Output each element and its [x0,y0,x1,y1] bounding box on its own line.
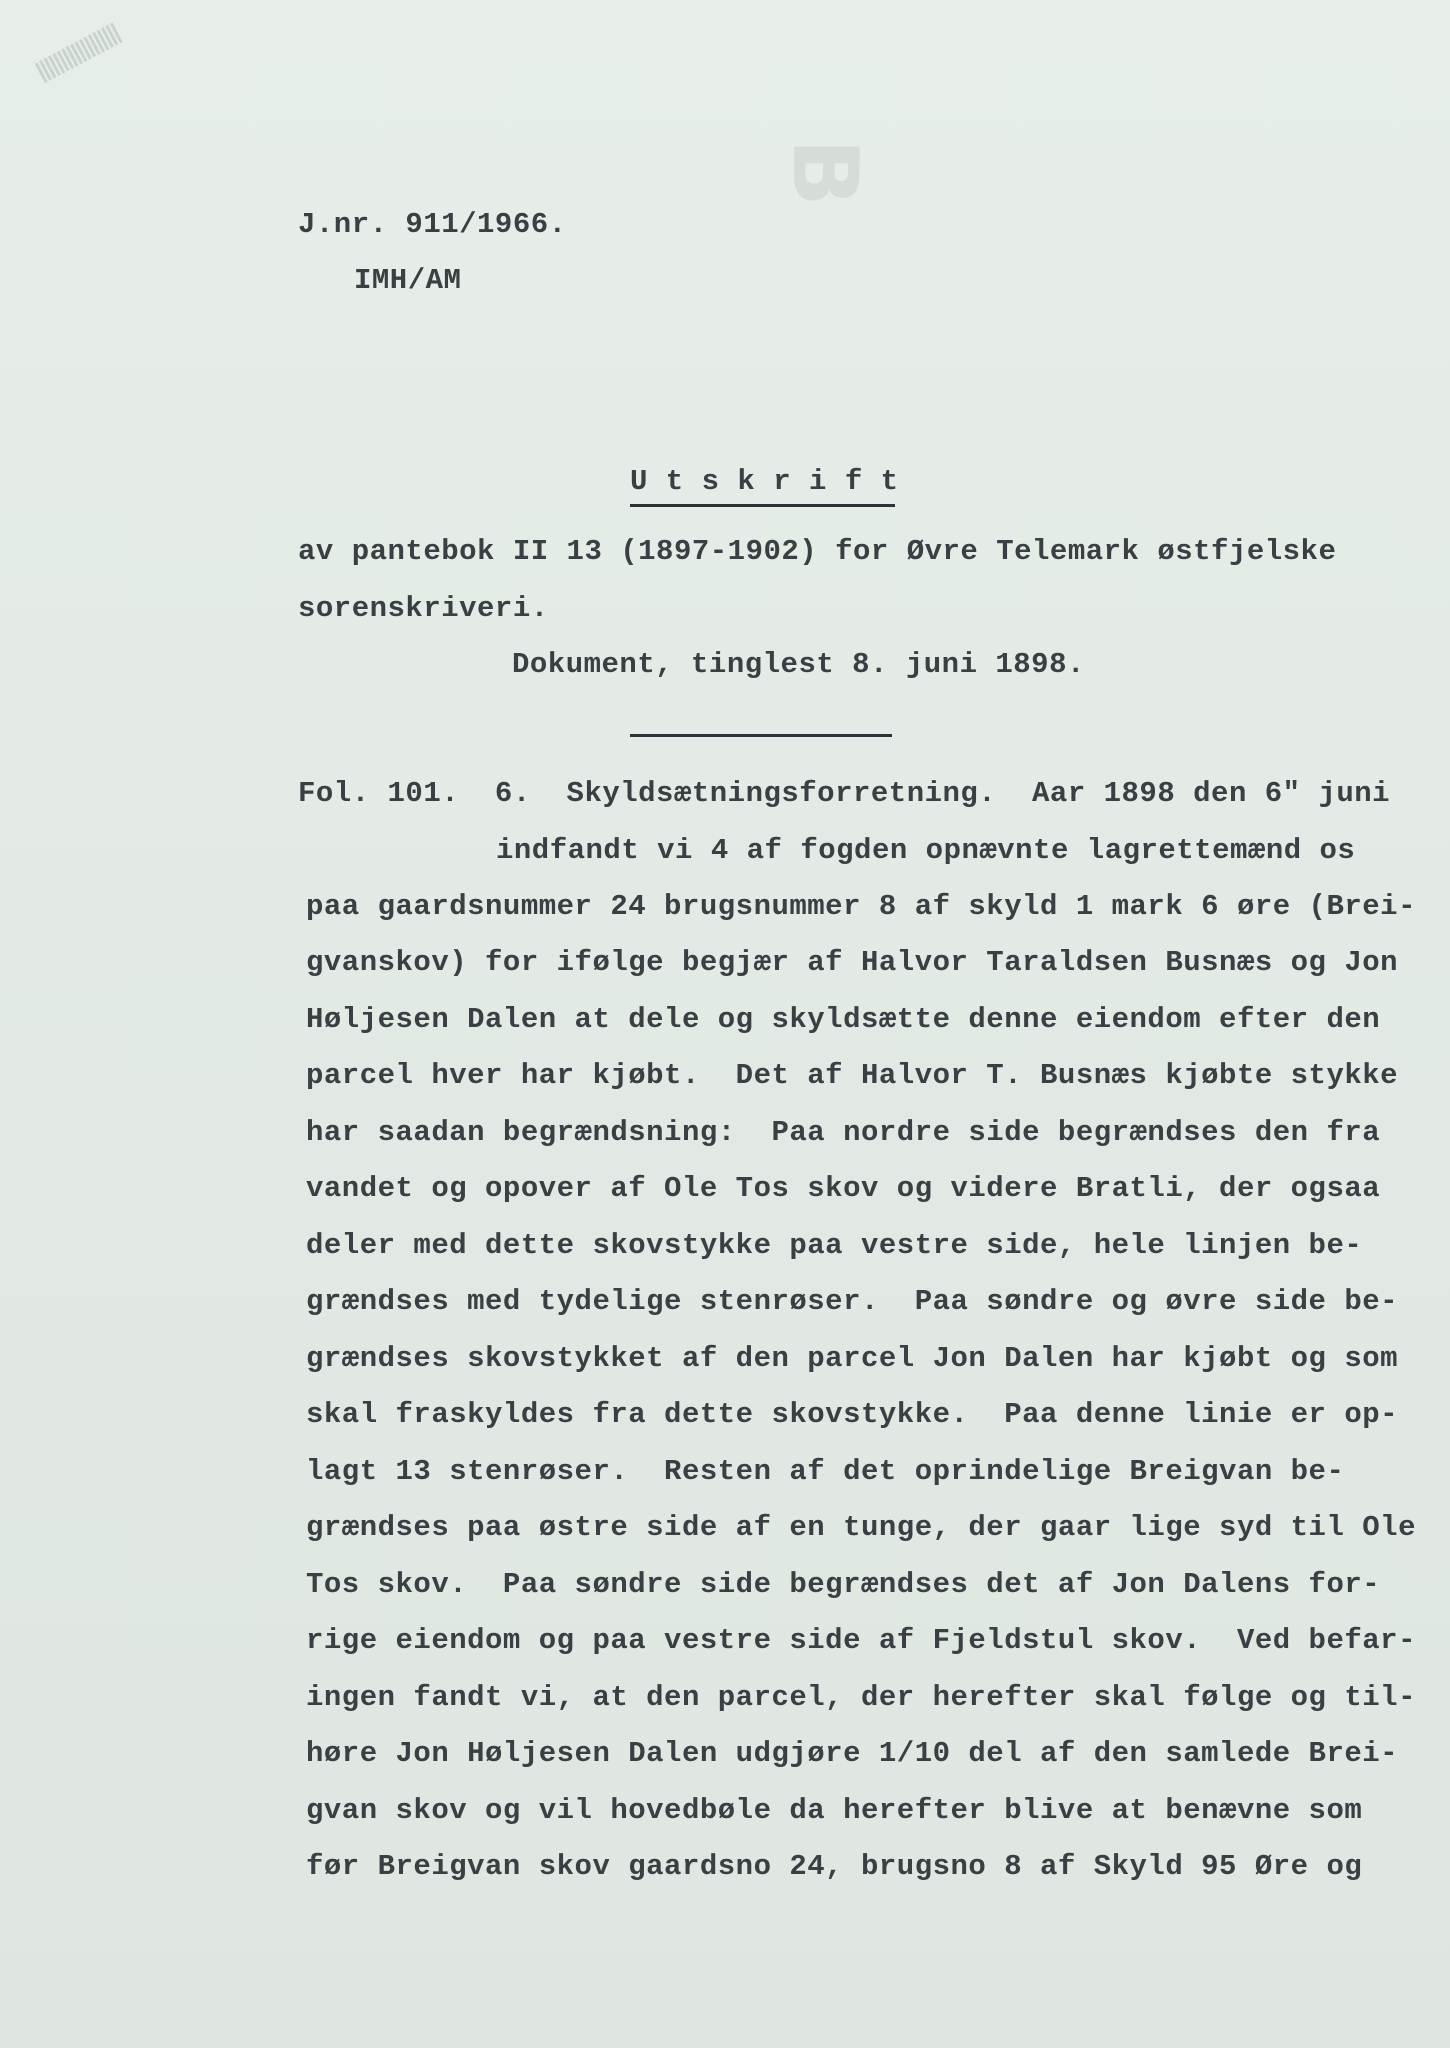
body-line: paa gaardsnummer 24 brugsnummer 8 af skyld 1 mark 6 øre (Brei- [306,890,1416,923]
body-line: før Breigvan skov gaardsno 24, brugsno 8 af Skyld 95 Øre og [306,1850,1363,1883]
body-line: rige eiendom og paa vestre side af Fjeldstul skov. Ved befar- [306,1624,1416,1657]
body-line: gvanskov) for ifølge begjær af Halvor Taraldsen Busnæs og Jon [306,946,1399,979]
body-line: har saadan begrændsning: Paa nordre side begrændses den fra [306,1116,1381,1149]
source-line-2: sorenskriveri. [298,592,549,625]
body-line: grændses med tydelige stenrøser. Paa søndre og øvre side be- [306,1285,1399,1318]
body-line: indfandt vi 4 af fogden opnævnte lagrettemænd os [496,834,1356,867]
body-line: deler med dette skovstykke paa vestre side, hele linjen be- [306,1229,1363,1262]
body-line: ingen fandt vi, at den parcel, der herefter skal følge og til- [306,1681,1416,1714]
body-line: Høljesen Dalen at dele og skyldsætte denne eiendom efter den [306,1003,1381,1036]
initials: IMH/AM [354,264,462,297]
body-line: Tos skov. Paa søndre side begrændses det af Jon Dalens for- [306,1568,1381,1601]
body-line: gvan skov og vil hovedbøle da herefter blive at benævne som [306,1794,1363,1827]
body-line: Fol. 101. 6. Skyldsætningsforretning. Aar 1898 den 6" juni [298,777,1391,810]
heading-underline [630,504,895,507]
body-line: lagt 13 stenrøser. Resten af det oprindelige Breigvan be- [306,1455,1345,1488]
body-line: parcel hver har kjøbt. Det af Halvor T. Busnæs kjøbte stykke [306,1059,1399,1092]
body-line: høre Jon Høljesen Dalen udgjøre 1/10 del af den samlede Brei- [306,1737,1399,1770]
bleed-through-mark: B [771,138,877,207]
registration-date: Dokument, tinglest 8. juni 1898. [512,648,1085,681]
journal-number: J.nr. 911/1966. [298,208,567,241]
source-line-1: av pantebok II 13 (1897-1902) for Øvre Telemark østfjelske [298,535,1337,568]
section-divider [630,734,892,737]
body-line: skal fraskyldes fra dette skovstykke. Paa denne linie er op- [306,1398,1399,1431]
body-line: vandet og opover af Ole Tos skov og videre Bratli, der ogsaa [306,1172,1381,1205]
document-heading: U t s k r i f t [630,465,899,498]
archive-stamp-mark [35,0,196,117]
body-line: grændses paa østre side af en tunge, der gaar lige syd til Ole [306,1511,1416,1544]
body-line: grændses skovstykket af den parcel Jon Dalen har kjøbt og som [306,1342,1399,1375]
